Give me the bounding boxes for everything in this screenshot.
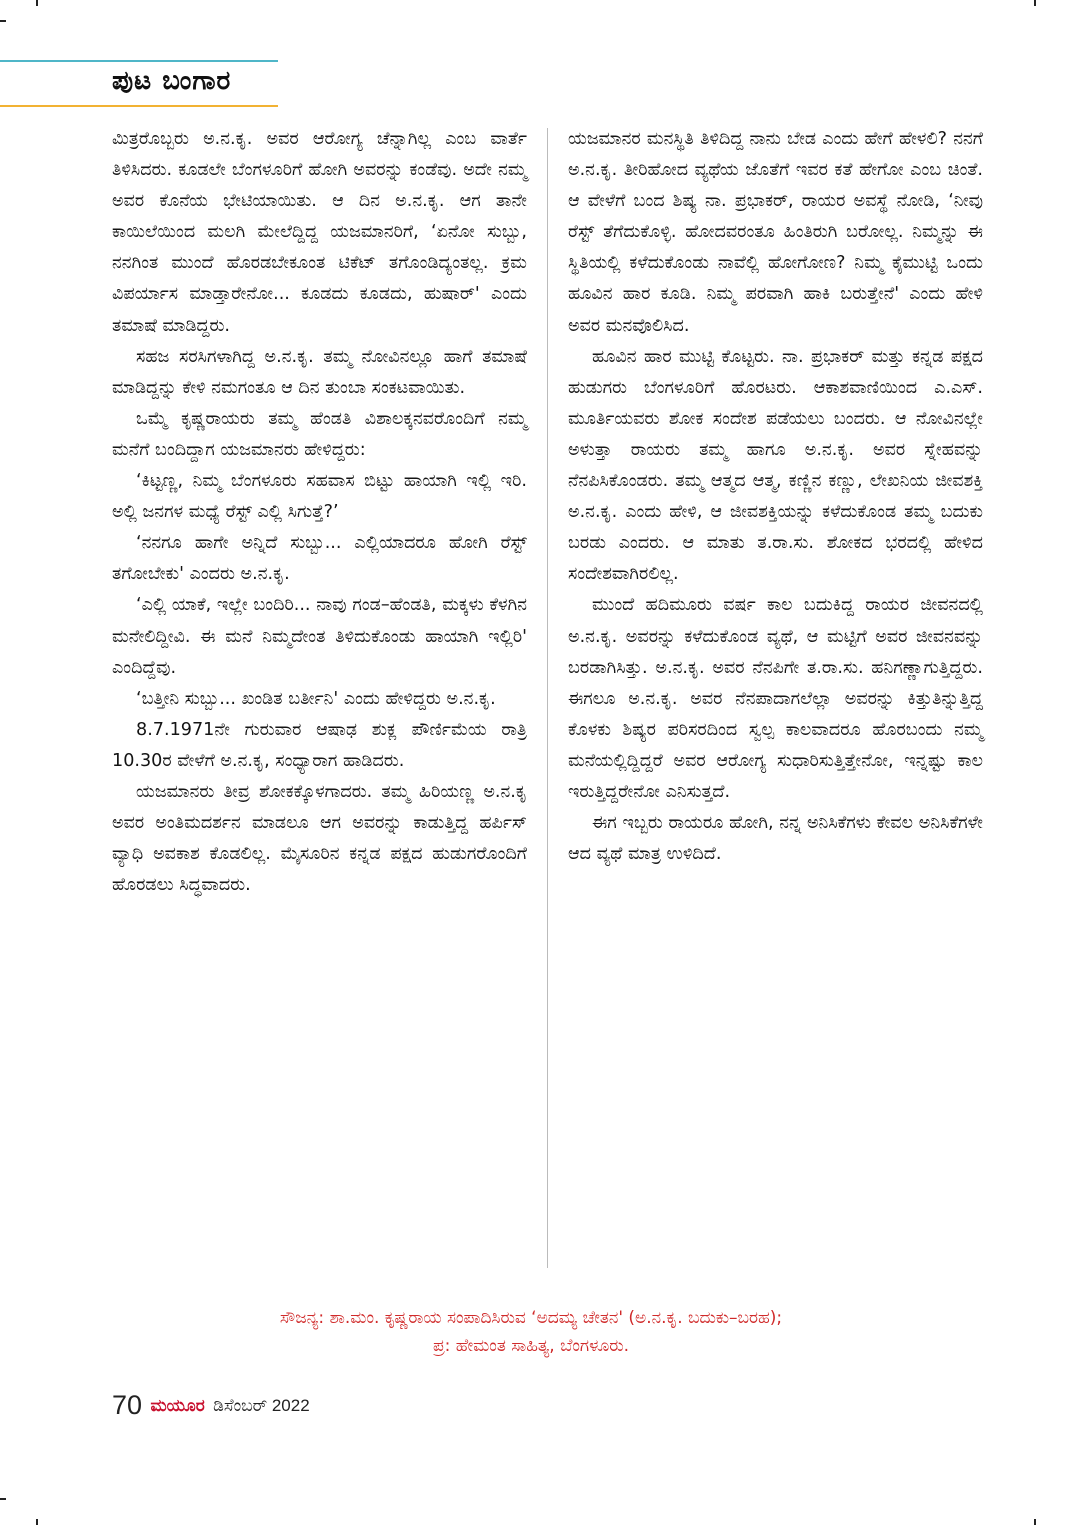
- header-accent-line-top: [0, 60, 278, 62]
- paragraph: ಯಜಮಾನರು ತೀವ್ರ ಶೋಕಕ್ಕೊಳಗಾದರು. ತಮ್ಮ ಹಿರಿಯಣ್ಣ ಅ.ನ.ಕೃ ಅವರ ಅಂತಿಮದರ್ಶನ ಮಾಡಲೂ ಆಗ ಅವರನ್ನು ಕಾಡುತ್ತಿದ್ದ ಹರ್ಪಿಸ್ ವ್ಯಾಧಿ ಅವಕಾಶ ಕೊಡಲಿಲ್ಲ. ಮೈಸೂರಿನ ಕನ್ನಡ ಪಕ್ಷದ ಹುಡುಗರೊಂದಿಗೆ ಹೊರಡಲು ಸಿದ್ಧವಾದರು.: [112, 781, 527, 896]
- article-column-right: [568, 124, 983, 870]
- page-number: 70: [112, 1390, 143, 1420]
- section-title: ಪುಟ ಬಂಗಾರ: [112, 66, 232, 96]
- magazine-logo: ಮಯೂರ: [150, 1395, 205, 1415]
- paragraph: ಒಮ್ಮೆ ಕೃಷ್ಣರಾಯರು ತಮ್ಮ ಹೆಂಡತಿ ವಿಶಾಲಕ್ಕನವರೊಂದಿಗೆ ನಮ್ಮ ಮನೆಗೆ ಬಂದಿದ್ದಾಗ ಯಜಮಾನರು ಹೇಳಿದ್ದರು:: [112, 408, 527, 460]
- crop-mark-top-left-v: [36, 0, 38, 6]
- crop-mark-top-right-v: [1034, 0, 1036, 6]
- paragraph: ‘ಕಿಟ್ಟಣ್ಣ, ನಿಮ್ಮ ಬೆಂಗಳೂರು ಸಹವಾಸ ಬಿಟ್ಟು ಹಾಯಾಗಿ ಇಲ್ಲಿ ಇರಿ. ಅಲ್ಲಿ ಜನಗಳ ಮಧ್ಯೆ ರೆಸ್ಟ್ ಎಲ್ಲಿ ಸಿಗುತ್ತೆ?’: [112, 471, 527, 523]
- paragraph: ಈಗ ಇಬ್ಬರು ರಾಯರೂ ಹೋಗಿ, ನನ್ನ ಅನಿಸಿಕೆಗಳು ಕೇವಲ ಅನಿಸಿಕೆಗಳೇ ಆದ ವ್ಯಥೆ ಮಾತ್ರ ಉಳಿದಿದೆ.: [568, 813, 983, 865]
- paragraph: ಹೂವಿನ ಹಾರ ಮುಟ್ಟಿ ಕೊಟ್ಟರು. ನಾ. ಪ್ರಭಾಕರ್ ಮತ್ತು ಕನ್ನಡ ಪಕ್ಷದ ಹುಡುಗರು ಬೆಂಗಳೂರಿಗೆ ಹೊರಟರು. ಆಕಾಶವಾಣಿಯಿಂದ ಎ.ಎಸ್. ಮೂರ್ತಿಯವರು ಶೋಕ ಸಂದೇಶ ಪಡೆಯಲು ಬಂದರು. ಆ ನೋವಿನಲ್ಲೇ ಅಳುತ್ತಾ ರಾಯರು ತಮ್ಮ ಹಾಗೂ ಅ.ನ.ಕೃ. ಅವರ ಸ್ನೇಹವನ್ನು ನೆನಪಿಸಿಕೊಂಡರು. ತಮ್ಮ ಆತ್ಮದ ಆತ್ಮ, ಕಣ್ಣಿನ ಕಣ್ಣು, ಲೇಖನಿಯ ಜೀವಶಕ್ತಿ ಅ.ನ.ಕೃ. ಎಂದು ಹೇಳಿ, ಆ ಜೀವಶಕ್ತಿಯನ್ನು ಕಳೆದುಕೊಂಡ ತಮ್ಮ ಬದುಕು ಬರಡು ಎಂದರು. ಆ ಮಾತು ತ.ರಾ.ಸು. ಶೋಕದ ಭರದಲ್ಲಿ ಹೇಳಿದ ಸಂದೇಶವಾಗಿರಲಿಲ್ಲ.: [568, 346, 983, 585]
- issue-date: ಡಿಸೆಂಬರ್ 2022: [213, 1395, 310, 1415]
- paragraph: ‘ಬತ್ತೀನಿ ಸುಬ್ಬು... ಖಂಡಿತ ಬರ್ತೀನಿ' ಎಂದು ಹೇಳಿದ್ದರು ಅ.ನ.ಕೃ.: [136, 688, 496, 709]
- paragraph: ‘ಎಲ್ಲಿ ಯಾಕೆ, ಇಲ್ಲೇ ಬಂದಿರಿ... ನಾವು ಗಂಡ–ಹೆಂಡತಿ, ಮಕ್ಕಳು ಕೆಳಗಿನ ಮನೇಲಿದ್ದೀವಿ. ಈ ಮನೆ ನಿಮ್ಮದೇಂತ ತಿಳಿದುಕೊಂಡು ಹಾಯಾಗಿ ಇಲ್ಲಿರಿ' ಎಂದಿದ್ದೆವು.: [112, 595, 527, 678]
- crop-mark-bottom-left-v: [36, 1519, 38, 1525]
- paragraph: ಸಹಜ ಸರಸಿಗಳಾಗಿದ್ದ ಅ.ನ.ಕೃ. ತಮ್ಮ ನೋವಿನಲ್ಲೂ ಹಾಗೆ ತಮಾಷೆ ಮಾಡಿದ್ದನ್ನು ಕೇಳಿ ನಮಗಂತೂ ಆ ದಿನ ತುಂಬಾ ಸಂಕಟವಾಯಿತು.: [112, 346, 527, 398]
- crop-mark-top-left: [0, 20, 6, 22]
- paragraph: ‘ನನಗೂ ಹಾಗೇ ಅನ್ನಿದೆ ಸುಬ್ಬು... ಎಲ್ಲಿಯಾದರೂ ಹೋಗಿ ರೆಸ್ಟ್ ತಗೋಬೇಕು' ಎಂದರು ಅ.ನ.ಕೃ.: [112, 533, 527, 585]
- crop-mark-bottom-right-v: [1034, 1519, 1036, 1525]
- credit-line: ಸೌಜನ್ಯ: ಶಾ.ಮಂ. ಕೃಷ್ಣರಾಯ ಸಂಪಾದಿಸಿರುವ ‘ಅದಮ್ಯ ಚೇತನ' (ಅ.ನ.ಕೃ. ಬದುಕು–ಬರಹ);: [279, 1308, 783, 1328]
- crop-mark-bottom-left: [0, 1498, 6, 1500]
- credit-line: ಪ್ರ: ಹೇಮಂತ ಸಾಹಿತ್ಯ, ಬೆಂಗಳೂರು.: [432, 1336, 629, 1356]
- paragraph: ಮಿತ್ರರೊಬ್ಬರು ಅ.ನ.ಕೃ. ಅವರ ಆರೋಗ್ಯ ಚೆನ್ನಾಗಿಲ್ಲ ಎಂಬ ವಾರ್ತೆ ತಿಳಿಸಿದರು. ಕೂಡಲೇ ಬೆಂಗಳೂರಿಗೆ ಹೋಗಿ ಅವರನ್ನು ಕಂಡೆವು. ಅದೇ ನಮ್ಮ ಅವರ ಕೊನೆಯ ಭೇಟಿಯಾಯಿತು. ಆ ದಿನ ಅ.ನ.ಕೃ. ಆಗ ತಾನೇ ಕಾಯಿಲೆಯಿಂದ ಮಲಗಿ ಮೇಲೆದ್ದಿದ್ದ ಯಜಮಾನರಿಗೆ, ‘ಏನೋ ಸುಬ್ಬು, ನನಗಿಂತ ಮುಂದೆ ಹೊರಡಬೇಕೂಂತ ಟಿಕೆಟ್ ತಗೊಂಡಿದ್ಯಂತಲ್ಲ. ಕ್ರಮ ವಿಪರ್ಯಾಸ ಮಾಡ್ತಾರೇನೋ... ಕೂಡದು ಕೂಡದು, ಹುಷಾರ್' ಎಂದು ತಮಾಷೆ ಮಾಡಿದ್ದರು.: [112, 129, 527, 336]
- paragraph: 8.7.1971ನೇ ಗುರುವಾರ ಆಷಾಢ ಶುಕ್ಲ ಪೌರ್ಣಿಮೆಯ ರಾತ್ರಿ 10.30ರ ವೇಳೆಗೆ ಅ.ನ.ಕೃ, ಸಂಧ್ಯಾರಾಗ ಹಾಡಿದರು.: [112, 719, 527, 771]
- source-credit: [112, 1304, 950, 1360]
- column-divider: [547, 128, 548, 1268]
- header-accent-line-bottom: [0, 105, 278, 107]
- paragraph: ಮುಂದೆ ಹದಿಮೂರು ವರ್ಷ ಕಾಲ ಬದುಕಿದ್ದ ರಾಯರ ಜೀವನದಲ್ಲಿ ಅ.ನ.ಕೃ. ಅವರನ್ನು ಕಳೆದುಕೊಂಡ ವ್ಯಥೆ, ಆ ಮಟ್ಟಿಗೆ ಅವರ ಜೀವನವನ್ನು ಬರಡಾಗಿಸಿತ್ತು. ಅ.ನ.ಕೃ. ಅವರ ನೆನಪಿಗೇ ತ.ರಾ.ಸು. ಹನಿಗಣ್ಣಾಗುತ್ತಿದ್ದರು. ಈಗಲೂ ಅ.ನ.ಕೃ. ಅವರ ನೆನಪಾದಾಗಲೆಲ್ಲಾ ಅವರನ್ನು ಕಿತ್ತುತಿನ್ನುತ್ತಿದ್ದ ಕೊಳಕು ಶಿಷ್ಯರ ಪರಿಸರದಿಂದ ಸ್ವಲ್ಪ ಕಾಲವಾದರೂ ಹೊರಬಂದು ನಮ್ಮ ಮನೆಯಲ್ಲಿದ್ದಿದ್ದರೆ ಅವರ ಆರೋಗ್ಯ ಸುಧಾರಿಸುತ್ತಿತ್ತೇನೋ, ಇನ್ನಷ್ಟು ಕಾಲ ಇರುತ್ತಿದ್ದರೇನೋ ಎನಿಸುತ್ತದೆ.: [568, 595, 983, 802]
- paragraph: ಯಜಮಾನರ ಮನಸ್ಥಿತಿ ತಿಳಿದಿದ್ದ ನಾನು ಬೇಡ ಎಂದು ಹೇಗೆ ಹೇಳಲಿ? ನನಗೆ ಅ.ನ.ಕೃ. ತೀರಿಹೋದ ವ್ಯಥೆಯ ಜೊತೆಗೆ ಇವರ ಕತೆ ಹೇಗೋ ಎಂಬ ಚಿಂತೆ. ಆ ವೇಳೆಗೆ ಬಂದ ಶಿಷ್ಯ ನಾ. ಪ್ರಭಾಕರ್, ರಾಯರ ಅವಸ್ಥೆ ನೋಡಿ, ‘ನೀವು ರೆಸ್ಟ್ ತೆಗೆದುಕೊಳ್ಳಿ. ಹೋದವರಂತೂ ಹಿಂತಿರುಗಿ ಬರೋಲ್ಲ. ನಿಮ್ಮನ್ನು ಈ ಸ್ಥಿತಿಯಲ್ಲಿ ಕಳೆದುಕೊಂಡು ನಾವೆಲ್ಲಿ ಹೋಗೋಣ? ನಿಮ್ಮ ಕೈಮುಟ್ಟಿ ಒಂದು ಹೂವಿನ ಹಾರ ಕೂಡಿ. ನಿಮ್ಮ ಪರವಾಗಿ ಹಾಕಿ ಬರುತ್ತೇನೆ' ಎಂದು ಹೇಳಿ ಅವರ ಮನವೊಲಿಸಿದ.: [568, 129, 983, 336]
- page-footer: [112, 1390, 310, 1421]
- article-column-left: [112, 124, 527, 901]
